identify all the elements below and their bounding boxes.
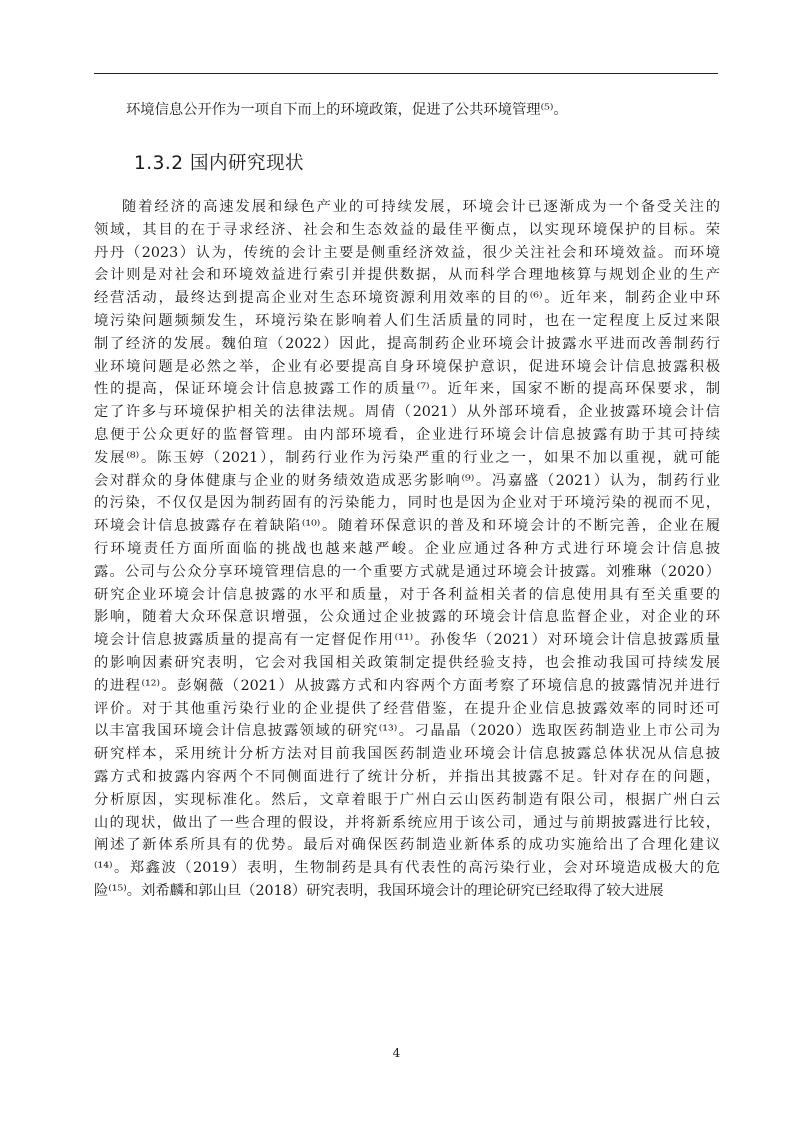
paragraph-line — [94, 834, 720, 857]
paragraph-line-text: 会计则是对社会和环境效益进行索引并提供数据，从而科学合理地核算与规划企业的生产 — [94, 267, 720, 284]
paragraph-line-text: 险⁽¹⁵⁾。刘希麟和郭山旦（2018）研究表明，我国环境会计的理论研究已经取得了较大进展 — [94, 882, 664, 899]
paragraph-line-text: 经营活动，最终达到提高企业对生态环境资源利用效率的目的⁽⁶⁾。近年来，制药企业中环 — [94, 290, 720, 307]
paragraph-line — [94, 720, 720, 743]
paragraph-line-text: 评价。对于其他重污染行业的企业提供了经营借鉴，在提升企业信息披露效率的同时还可 — [94, 700, 720, 717]
paragraph-line — [94, 447, 720, 470]
paragraph-line-text: 露方式和披露内容两个不同侧面进行了统计分析，并指出其披露不足。针对存在的问题， — [94, 768, 720, 785]
paragraph-line — [94, 470, 720, 493]
paragraph-line — [94, 264, 720, 287]
paragraph-line-text: 环境会计信息披露存在着缺陷⁽¹⁰⁾。随着环保意识的普及和环境会计的不断完善，企业在履 — [94, 518, 720, 535]
paragraph-line — [94, 606, 720, 629]
paragraph-line — [94, 424, 720, 447]
section-heading: 1.3.2 国内研究现状 — [134, 153, 304, 174]
paragraph-line — [94, 310, 720, 333]
paragraph-line-text: 定了许多与环境保护相关的法律法规。周倩（2021）从外部环境看，企业披露环境会计信 — [94, 404, 720, 421]
paragraph-line — [94, 333, 720, 356]
page-number: 4 — [392, 1046, 401, 1060]
paragraph-line — [94, 287, 720, 310]
paragraph-line-text: 息便于公众更好的监督管理。由内部环境看，企业进行环境会计信息披露有助于其可持续 — [94, 426, 720, 443]
paragraph-line-text: 的影响因素研究表明，它会对我国相关政策制定提供经验支持，也会推动我国可持续发展 — [94, 654, 720, 671]
paragraph-line-text: 露。公司与公众分享环境管理信息的一个重要方式就是通过环境会计披露。刘雅琳（2020） — [94, 563, 720, 580]
paragraph-line-text: 领域，其目的在于寻求经济、社会和生态效益的最佳平衡点，以实现环境保护的目标。荣 — [94, 221, 720, 238]
paragraph-line-text: 行环境责任方面所面临的挑战也越来越严峻。企业应通过各种方式进行环境会计信息披 — [94, 540, 720, 557]
paragraph-line-text: 影响，随着大众环保意识增强，公众通过企业披露的环境会计信息监督企业，对企业的环 — [94, 609, 720, 626]
paragraph-line-text: 性的提高，保证环境会计信息披露工作的质量⁽⁷⁾。近年来，国家不断的提高环保要求，制 — [94, 381, 720, 398]
paragraph-line-text: 业环境问题是必然之举，企业有必要提高自身环境保护意识，促进环境会计信息披露积极 — [94, 358, 720, 375]
paragraph-line — [94, 401, 720, 424]
paragraph-line — [94, 857, 720, 880]
paragraph-line-text: 境会计信息披露质量的提高有一定督促作用⁽¹¹⁾。孙俊华（2021）对环境会计信息披露质量 — [94, 632, 720, 649]
paragraph-line — [94, 561, 720, 584]
paragraph-line-text: 山的现状，做出了一些合理的假设，并将新系统应用于该公司，通过与前期披露进行比较， — [94, 814, 720, 831]
paragraph-line-text: 随着经济的高速发展和绿色产业的可持续发展，环境会计已逐渐成为一个备受关注的 — [122, 199, 720, 215]
header-rule — [94, 73, 718, 74]
paragraph-line — [94, 880, 720, 903]
paragraph-line-text: 研究样本，采用统计分析方法对目前我国医药制造业环境会计信息披露总体状况从信息披 — [94, 746, 720, 763]
paragraph-line-text: 分析原因，实现标准化。然后，文章着眼于广州白云山医药制造有限公司，根据广州白云 — [94, 791, 720, 808]
paragraph-line — [94, 675, 720, 698]
paragraph-line-text: 发展⁽⁸⁾。陈玉婷（2021），制药行业作为污染严重的行业之一，如果不加以重视，就可能 — [94, 449, 720, 466]
body-paragraph — [94, 196, 720, 903]
paragraph-line-text: 研究企业环境会计信息披露的水平和质量，对于各利益相关者的信息使用具有至关重要的 — [94, 586, 720, 603]
paragraph-line-text: ⁽¹⁴⁾。郑鑫波（2019）表明，生物制药是具有代表性的高污染行业，会对环境造成极大的危 — [94, 860, 720, 877]
paragraph-line — [94, 196, 720, 219]
paragraph-line — [94, 698, 720, 721]
paragraph-line — [94, 766, 720, 789]
paragraph-line — [94, 356, 720, 379]
paragraph-line — [94, 652, 720, 675]
paragraph-line — [94, 629, 720, 652]
paragraph-line — [94, 538, 720, 561]
paragraph-line-text: 阐述了新体系所具有的优势。最后对确保医药制造业新体系的成功实施给出了合理化建议 — [94, 837, 720, 854]
paragraph-line-text: 的进程⁽¹²⁾。彭娴薇（2021）从披露方式和内容两个方面考察了环境信息的披露情况并进行 — [94, 677, 720, 694]
paragraph-line — [94, 789, 720, 812]
paragraph-line-text: 以丰富我国环境会计信息披露领域的研究⁽¹³⁾。刁晶晶（2020）选取医药制造业上市公司为 — [94, 723, 720, 740]
paragraph-line — [94, 242, 720, 265]
paragraph-line — [94, 584, 720, 607]
paragraph-line — [94, 219, 720, 242]
paragraph-line — [94, 515, 720, 538]
lead-sentence: 环境信息公开作为一项自下而上的环境政策，促进了公共环境管理⁽⁵⁾。 — [126, 102, 568, 118]
paragraph-line-text: 会对群众的身体健康与企业的财务绩效造成恶劣影响⁽⁹⁾。冯嘉盛（2021）认为，制药行业 — [94, 472, 720, 489]
paragraph-line-text: 的污染，不仅仅是因为制药固有的污染能力，同时也是因为企业对于环境污染的视而不见， — [94, 495, 720, 512]
paragraph-line-text: 丹丹（2023）认为，传统的会计主要是侧重经济效益，很少关注社会和环境效益。而环境 — [94, 244, 720, 261]
paragraph-line — [94, 492, 720, 515]
paragraph-line — [94, 812, 720, 835]
paragraph-line-text: 境污染问题频频发生，环境污染在影响着人们生活质量的同时，也在一定程度上反过来限 — [94, 312, 720, 329]
paragraph-line-text: 制了经济的发展。魏伯瑄（2022）因此，提高制药企业环境会计披露水平进而改善制药行 — [94, 335, 720, 352]
paragraph-line — [94, 743, 720, 766]
paragraph-line — [94, 378, 720, 401]
